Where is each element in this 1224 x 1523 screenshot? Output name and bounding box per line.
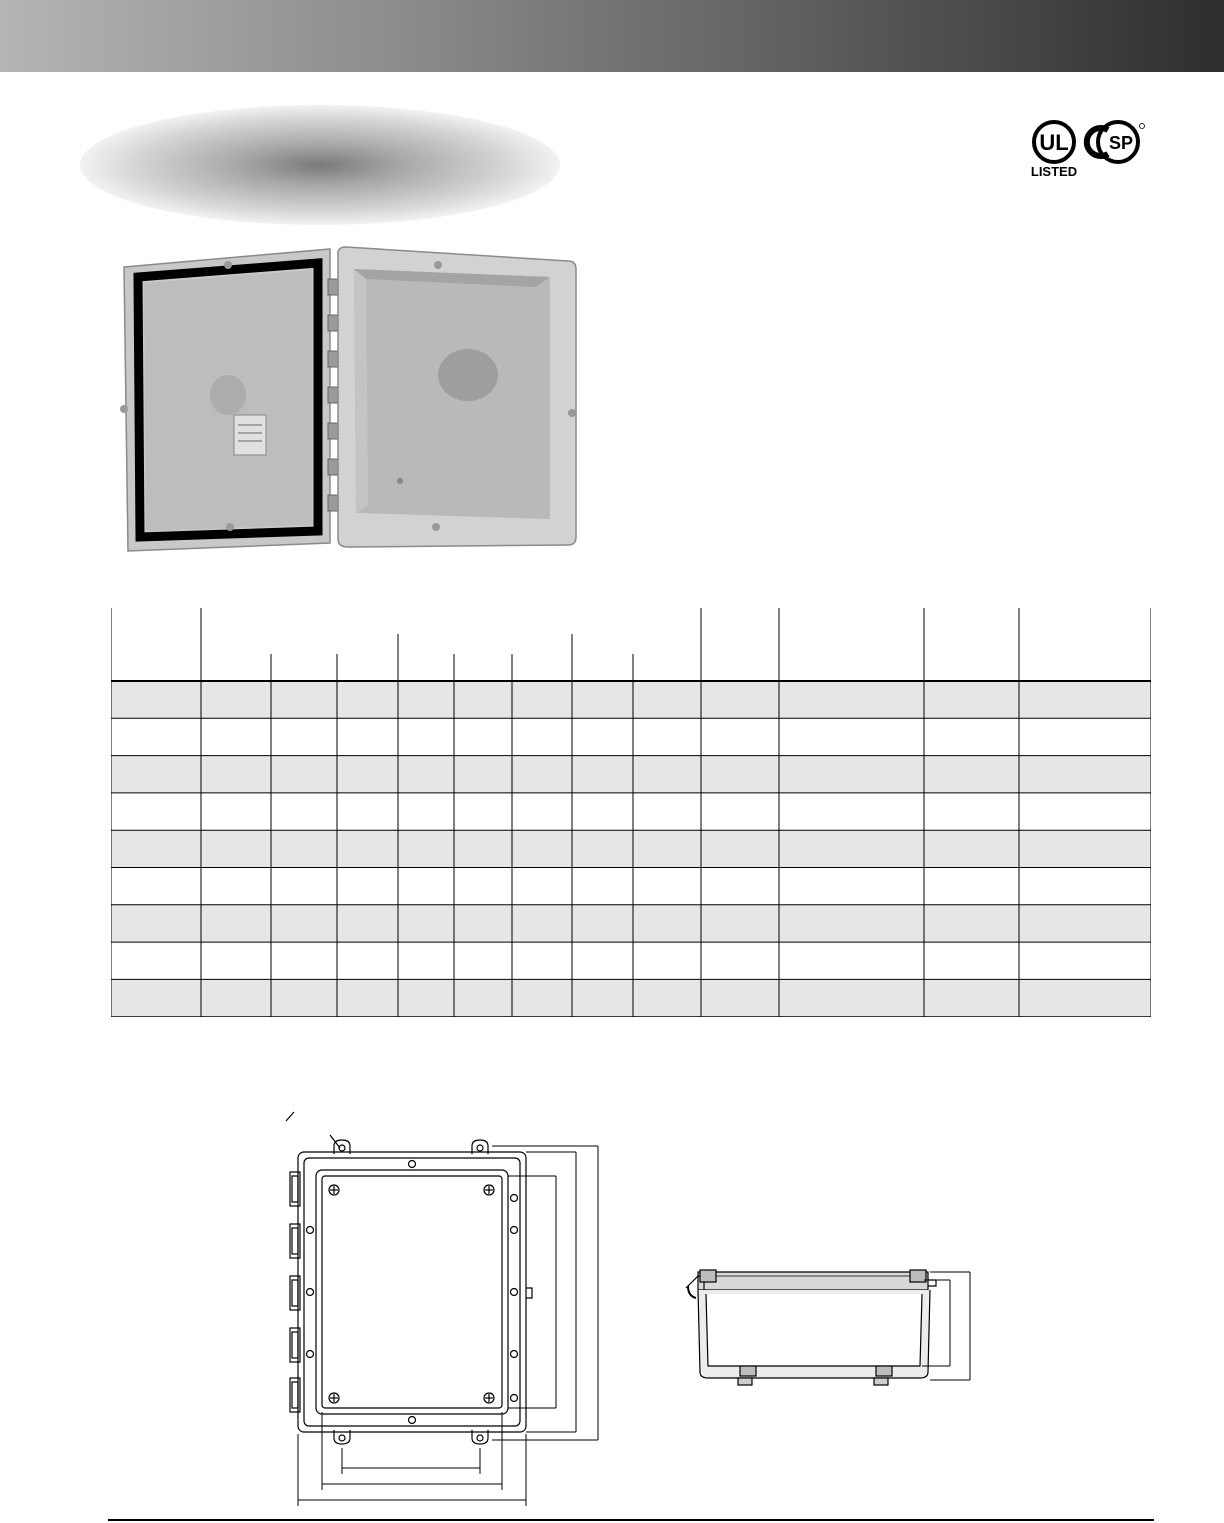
dimension-lines: [298, 1146, 598, 1506]
certification-logos: [1028, 118, 1148, 180]
table-row-shade: [111, 681, 1151, 718]
table-row-shade: [111, 830, 1151, 867]
table-row-shade: [111, 756, 1151, 793]
side-view-drawing: [684, 1262, 974, 1392]
cover-screws: [329, 1185, 494, 1403]
spec-table: [111, 608, 1151, 1017]
front-view-drawing: [278, 1108, 608, 1510]
ul-caption-text: LISTED: [1030, 164, 1078, 179]
csa-icon: [1087, 122, 1145, 162]
ul-listed-icon: [1028, 118, 1148, 180]
open-enclosure-photo: [118, 243, 580, 555]
header-bar: [0, 0, 1224, 72]
enclosure-door: [120, 249, 330, 551]
table-row-shade: [111, 905, 1151, 942]
enclosure-body: [338, 247, 576, 547]
ul-mark-text: UL: [1039, 130, 1069, 155]
table-row-shade: [111, 979, 1151, 1016]
title-glow: [80, 105, 560, 225]
csa-mark-text: SP: [1108, 133, 1134, 153]
footer-rule: [108, 1519, 1154, 1521]
